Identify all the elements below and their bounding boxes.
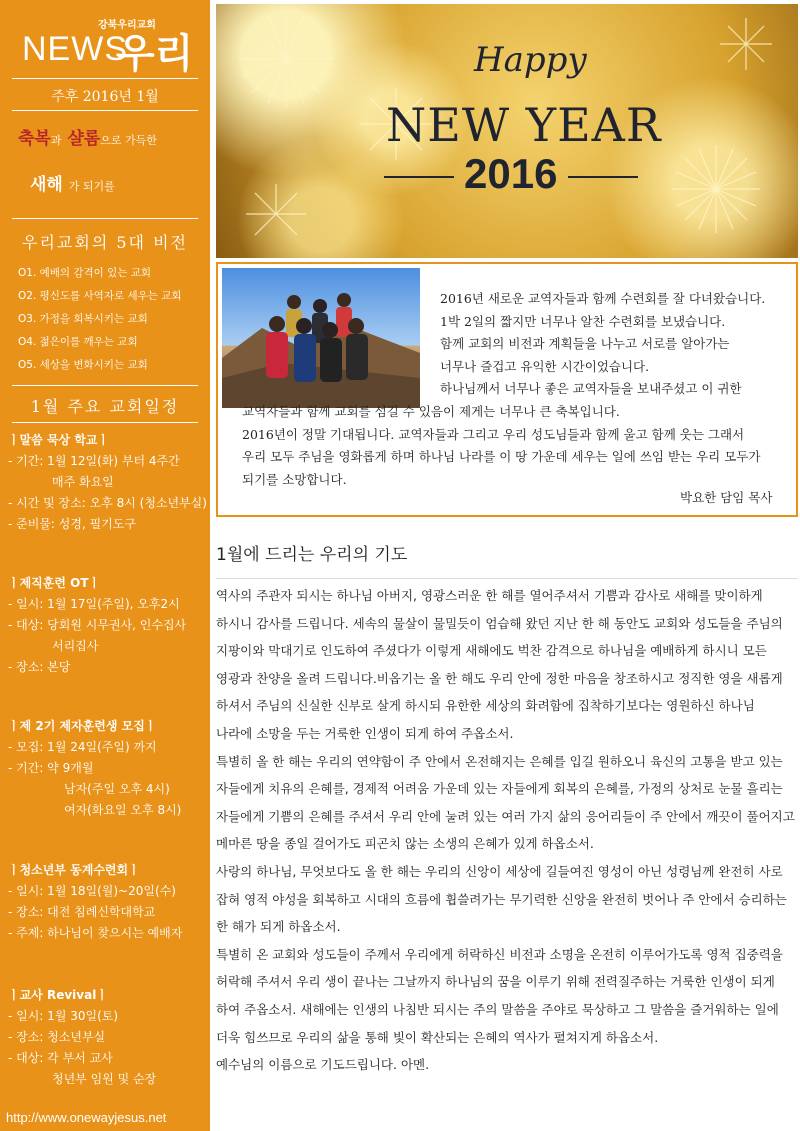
- event-title: ㅣ교사 Revivalㅣ: [8, 988, 108, 1002]
- news-word: NEWS: [22, 30, 128, 68]
- prayer-line: 자들에게 치유의 은혜를, 경제적 어려움 가운데 있는 자들에게 회복의 은혜를, 가정의 상처로 눈물 흘리는: [216, 781, 783, 797]
- event-detail: - 시간 및 장소: 오후 8시 (청소년부실): [8, 496, 207, 510]
- message-line: 함께 교회의 비전과 계획들을 나누고 서로를 알아가는: [440, 336, 730, 352]
- divider: [12, 218, 198, 219]
- event-officer-training: [8, 573, 186, 678]
- list-item: O3. 가정을 회복시키는 교회: [18, 313, 148, 325]
- event-detail: - 기간: 약 9개월: [8, 761, 94, 775]
- event-bible-school: [8, 430, 207, 535]
- event-teacher-revival: [8, 985, 156, 1090]
- slogan-blessing: 축복: [18, 129, 51, 149]
- banner-happy: Happy: [474, 40, 587, 80]
- divider: [12, 110, 198, 111]
- prayer-body: [216, 582, 798, 1079]
- message-line: 1박 2일의 짧지만 너무나 알찬 수련회를 보냈습니다.: [440, 313, 726, 329]
- slogan-particle: 으로 가득한: [100, 134, 157, 147]
- message-line: 2016년이 정말 기대됩니다. 교역자들과 그리고 우리 성도님들과 함께 울고 함께 웃는 그래서: [242, 426, 745, 442]
- prayer-line: 허락해 주셔서 우리 생이 끝나는 그날까지 하나님의 꿈을 이루기 위해 전력질주하는 거룩한 인생이 되게: [216, 974, 775, 990]
- prayer-line: 특별히 올 한 해는 우리의 연약함이 주 안에서 온전해지는 은혜를 입길 원하오니 육신의 고통을 받고 있는: [216, 753, 783, 769]
- event-detail: - 장소: 본당: [8, 660, 71, 674]
- prayer-line: 역사의 주관자 되시는 하나님 아버지, 영광스러운 한 해를 열어주셔서 기쁨과 감사로 새해를 맞이하게: [216, 588, 763, 603]
- event-detail: 서리집사: [52, 639, 99, 653]
- event-title: ㅣ말씀 묵상 학교ㅣ: [8, 433, 110, 447]
- event-detail: - 장소: 청소년부실: [8, 1030, 106, 1044]
- divider: [12, 78, 198, 79]
- list-item: O4. 젊은이를 깨우는 교회: [18, 336, 138, 348]
- prayer-line: 메마른 땅을 종일 걸어가도 피곤치 않는 소생의 은혜가 있게 하옵소서.: [216, 836, 594, 852]
- slogan-newyear: 새해: [30, 175, 63, 195]
- message-line: 너무나 즐겁고 유익한 시간이었습니다.: [440, 358, 650, 374]
- message-line: 교역자들과 함께 교회를 섬길 수 있음이 제게는 너무나 큰 축복입니다.: [242, 404, 620, 419]
- divider: [384, 176, 454, 178]
- pastor-signature: 박요한 담임 목사: [680, 490, 773, 505]
- prayer-line: 한 해가 되게 하옵소서.: [216, 919, 341, 935]
- website-link[interactable]: http://www.onewayjesus.net: [6, 1110, 167, 1125]
- prayer-line: 더욱 힘쓰므로 우리의 삶을 통해 빛이 확산되는 은혜의 역사가 펼쳐지게 하옵소서.: [216, 1029, 659, 1045]
- slogan-particle: 가 되기를: [68, 180, 115, 193]
- message-line: 우리 모두 주님을 영화롭게 하며 하나님 나라를 이 땅 가운데 세우는 일에 쓰임 받는 우리 모두가: [242, 449, 761, 465]
- event-detail: 여자(화요일 오후 8시): [64, 803, 182, 817]
- event-detail: - 주제: 하나님이 찾으시는 예배자: [8, 926, 183, 940]
- prayer-line: 사랑의 하나님, 무엇보다도 올 한 해는 우리의 신앙이 세상에 길들여진 영성이 아닌 성령님께 완전히 사로: [216, 863, 783, 879]
- message-line: 되기를 소망합니다.: [242, 471, 347, 487]
- banner-new-year: NEW YEAR: [386, 98, 662, 152]
- event-detail: - 기간: 1월 12일(화) 부터 4주간: [8, 454, 180, 468]
- event-detail: - 장소: 대전 침례신학대학교: [8, 905, 156, 919]
- event-detail: - 일시: 1월 17일(주일), 오후2시: [8, 597, 180, 611]
- divider: [12, 422, 198, 423]
- prayer-line: 잡혀 영적 야성을 회복하고 시대의 흐름에 휩쓸려가는 무기력한 신앙을 완전히 벗어나 주 안에서 승리하는: [216, 891, 787, 907]
- divider: [12, 385, 198, 386]
- event-detail: 남자(주일 오후 4시): [64, 782, 170, 796]
- pastor-message-text: [440, 288, 765, 401]
- event-youth-retreat: [8, 860, 182, 944]
- prayer-line: 하셔서 주님의 신실한 신부로 살게 하시되 유한한 세상의 화려함에 집착하기보다는 영원하신 하나님: [216, 698, 755, 714]
- prayer-line: 하여 주옵소서. 새해에는 인생의 나침반 되시는 주의 말씀을 주야로 묵상하고 그 말씀을 즐거워하는 일에: [216, 1001, 779, 1017]
- issue-date: 주후 2016년 1월: [51, 89, 159, 105]
- sidebar: [0, 0, 210, 1131]
- prayer-line: 예수님의 이름으로 기도드립니다. 아멘.: [216, 1057, 430, 1073]
- prayer-line: 영광과 찬양을 올려 드립니다.비옵기는 올 한 해도 우리 안에 정한 마음을 창조하시고 정직한 영을 새롭게: [216, 670, 783, 686]
- prayer-line: 하시니 감사를 드립니다. 세속의 물살이 물밀듯이 엄습해 왔던 지난 한 해 동안도 교회와 성도들을 주님의: [216, 615, 783, 631]
- slogan-line-2: [30, 170, 115, 195]
- church-name: 강북우리교회: [98, 20, 156, 31]
- divider: [216, 578, 798, 579]
- banner-year: 2016: [464, 150, 558, 197]
- event-title: ㅣ청소년부 동계수련회ㅣ: [8, 863, 140, 877]
- pastor-message-box: [216, 262, 798, 517]
- pastor-message-text-cont: [242, 401, 760, 491]
- list-item: O1. 예배의 감격이 있는 교회: [18, 267, 152, 279]
- newsletter-name: 우리: [116, 31, 194, 77]
- event-disciple-recruit: [8, 716, 181, 821]
- slogan-line-1: [18, 124, 157, 149]
- event-title: ㅣ제 2기 제자훈련생 모집ㅣ: [8, 719, 157, 733]
- prayer-line: 지팡이와 막대기로 인도하여 주셨다가 이렇게 새해에도 벅찬 감격으로 하나님을 예배하게 하시니 모든: [216, 643, 767, 659]
- event-detail: 매주 화요일: [52, 475, 114, 489]
- event-title: ㅣ제직훈련 OTㅣ: [8, 576, 101, 590]
- message-line: 하나님께서 너무나 좋은 교역자들을 보내주셨고 이 귀한: [440, 381, 742, 397]
- vision-list: [18, 262, 182, 377]
- prayer-title: 1월에 드리는 우리의 기도: [216, 545, 408, 565]
- event-detail: - 모집: 1월 24일(주일) 까지: [8, 740, 157, 754]
- prayer-line: 자들에게 기쁨의 은혜를 주셔서 우리 안에 눌려 있는 여러 가지 삶의 응어리들이 주 안에서 깨끗이 풀어지고: [216, 808, 795, 824]
- message-line: 2016년 새로운 교역자들과 함께 수련회를 잘 다녀왔습니다.: [440, 291, 766, 306]
- list-item: O5. 세상을 변화시키는 교회: [18, 359, 148, 371]
- slogan-shalom: 샬롬: [67, 129, 101, 149]
- prayer-line: 나라에 소망을 두는 거룩한 인생이 되게 하여 주옵소서.: [216, 725, 514, 741]
- event-detail: - 대상: 각 부서 교사: [8, 1051, 113, 1065]
- group-photo-icon: [222, 268, 420, 408]
- event-detail: - 일시: 1월 30일(토): [8, 1009, 119, 1023]
- newsletter-logo: [0, 6, 210, 77]
- list-item: O2. 평신도를 사역자로 세우는 교회: [18, 290, 182, 302]
- new-year-banner: [216, 4, 798, 258]
- prayer-line: 특별히 온 교회와 성도들이 주께서 우리에게 허락하신 비전과 소명을 온전히 이루어가도록 영적 집중력을: [216, 946, 783, 962]
- slogan-particle: 과: [50, 134, 62, 147]
- event-detail: - 준비물: 성경, 필기도구: [8, 517, 136, 531]
- event-detail: - 일시: 1월 18일(월)~20일(수): [8, 884, 176, 898]
- vision-title: 우리교회의 5대 비전: [22, 233, 188, 252]
- event-detail: 청년부 임원 및 순장: [52, 1072, 157, 1086]
- schedule-title: 1월 주요 교회일정: [30, 397, 180, 416]
- divider: [568, 176, 638, 178]
- event-detail: - 대상: 당회원 시무권사, 인수집사: [8, 618, 187, 632]
- retreat-photo: [222, 268, 420, 408]
